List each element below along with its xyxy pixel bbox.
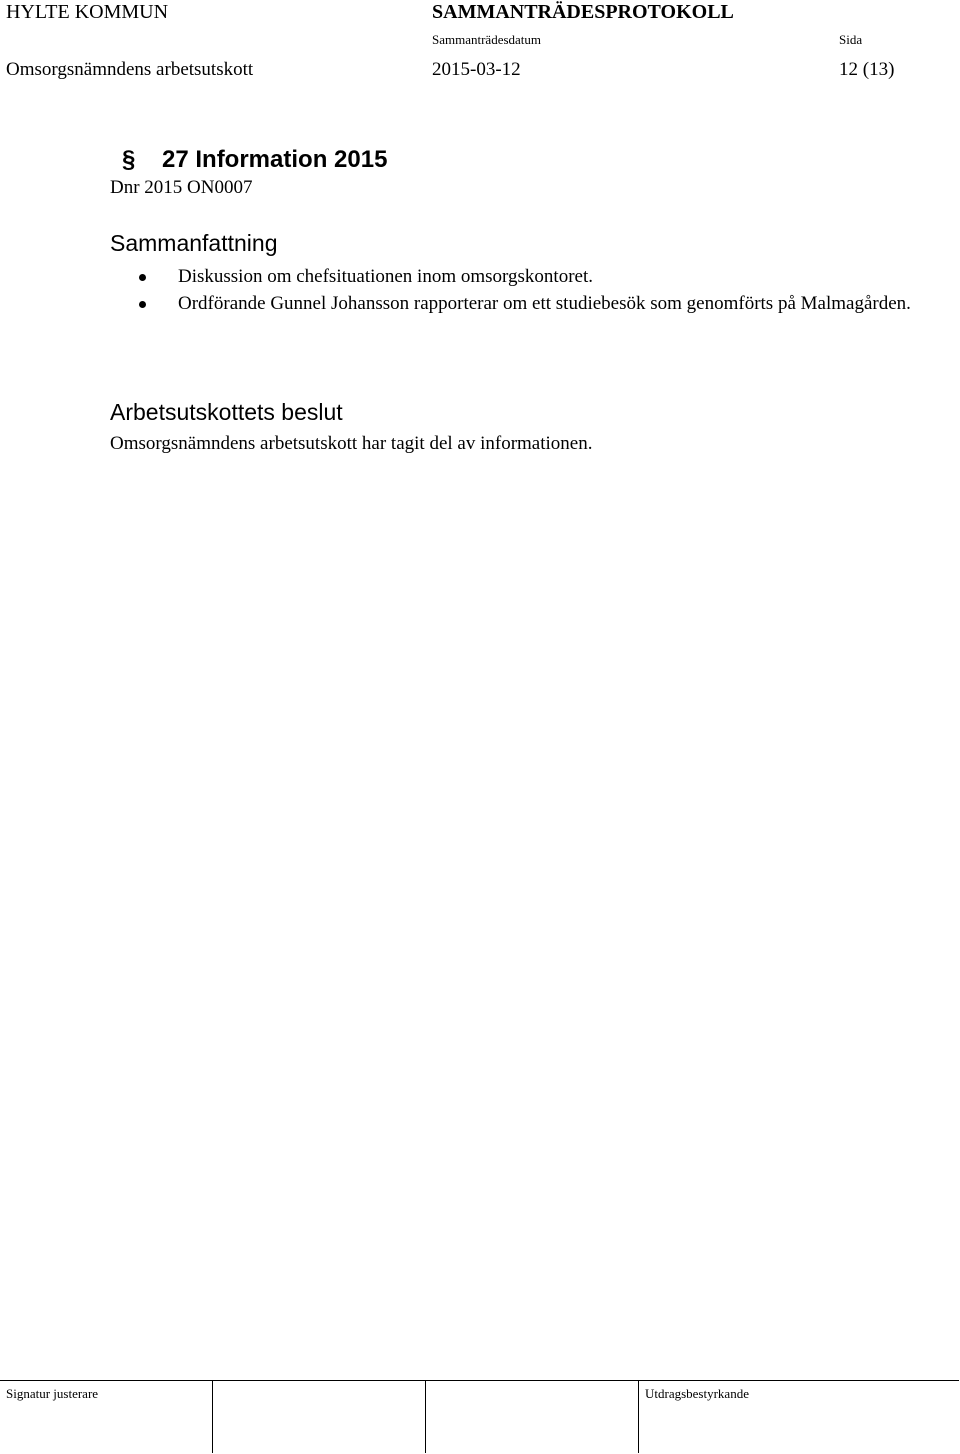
- list-item-text: Ordförande Gunnel Johansson rapporterar om ett studiebesök som genomförts på Malmagården.: [178, 293, 911, 314]
- decision-heading: Arbetsutskottets beslut: [110, 399, 343, 425]
- bullet-icon: [139, 301, 146, 308]
- signature-cell: [426, 1381, 639, 1453]
- meeting-date-label: Sammanträdesdatum: [432, 32, 542, 47]
- bullet-icon: [139, 274, 146, 281]
- list-item-text: Diskussion om chefsituationen inom omsorgskontoret.: [178, 266, 593, 287]
- decision-text: Omsorgsnämndens arbetsutskott har tagit del av informationen.: [110, 433, 593, 454]
- document-title: SAMMANTRÄDESPROTOKOLL: [432, 1, 734, 23]
- meeting-date: 2015-03-12: [432, 59, 521, 80]
- list-item: [136, 292, 936, 316]
- committee-name: Omsorgsnämndens arbetsutskott: [6, 59, 254, 80]
- case-number: Dnr 2015 ON0007: [110, 177, 253, 198]
- paragraph-title: 27 Information 2015: [162, 146, 388, 173]
- signature-footer: [0, 1380, 959, 1453]
- paragraph-heading: [122, 145, 387, 175]
- signature-label: Signatur justerare: [6, 1386, 99, 1401]
- page-number: 12 (13): [839, 59, 895, 80]
- summary-list: [136, 265, 936, 319]
- paragraph-sign: §: [122, 146, 136, 173]
- page-label: Sida: [839, 32, 863, 47]
- organization-name: HYLTE KOMMUN: [6, 1, 169, 23]
- extract-label: Utdragsbestyrkande: [645, 1386, 749, 1401]
- signature-cell: [213, 1381, 426, 1453]
- list-item: [136, 265, 936, 289]
- summary-heading: Sammanfattning: [110, 230, 278, 256]
